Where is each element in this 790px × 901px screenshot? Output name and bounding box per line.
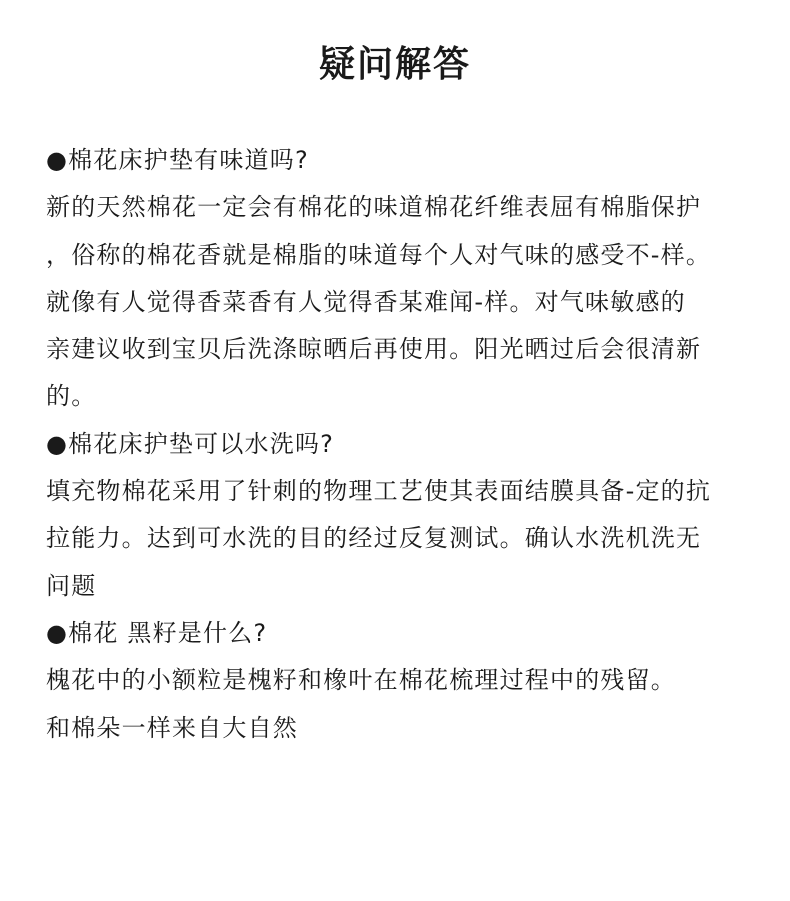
- question-3: ●棉花 黑籽是什么?: [46, 618, 268, 647]
- question-1: ●棉花床护垫有味道吗?: [46, 146, 309, 174]
- faq-content: [46, 137, 766, 752]
- answer-2-line-3: 问题: [46, 571, 97, 600]
- answer-3-line-2: 和棉朵一样来自大自然: [46, 713, 298, 742]
- answer-1-line-5: 的。: [46, 382, 97, 411]
- page-title: 疑问解答: [318, 44, 471, 85]
- question-2: ●棉花床护垫可以水洗吗?: [46, 429, 335, 458]
- answer-3-line-1: 槐花中的小额粒是槐籽和橡叶在棉花梳理过程中的残留。: [46, 666, 676, 695]
- answer-1-line-2: ，俗称的棉花香就是棉脂的味道每个人对气味的感受不-样。: [46, 240, 712, 269]
- answer-2-line-2: 拉能力。达到可水洗的目的经过反复测试。确认水洗机洗无: [46, 524, 702, 553]
- answer-1-line-1: 新的天然棉花一定会有棉花的味道棉花纤维表屈有棉脂保护: [46, 193, 702, 222]
- answer-1-line-4: 亲建议收到宝贝后洗涤晾晒后再使用。阳光晒过后会很清新: [46, 335, 702, 364]
- answer-2-line-1: 填充物棉花采用了针刺的物理工艺使其表面结膜具备-定的抗: [46, 477, 712, 506]
- answer-1-line-3: 就像有人觉得香菜香有人觉得香某难闻-样。对气味敏感的: [46, 287, 686, 316]
